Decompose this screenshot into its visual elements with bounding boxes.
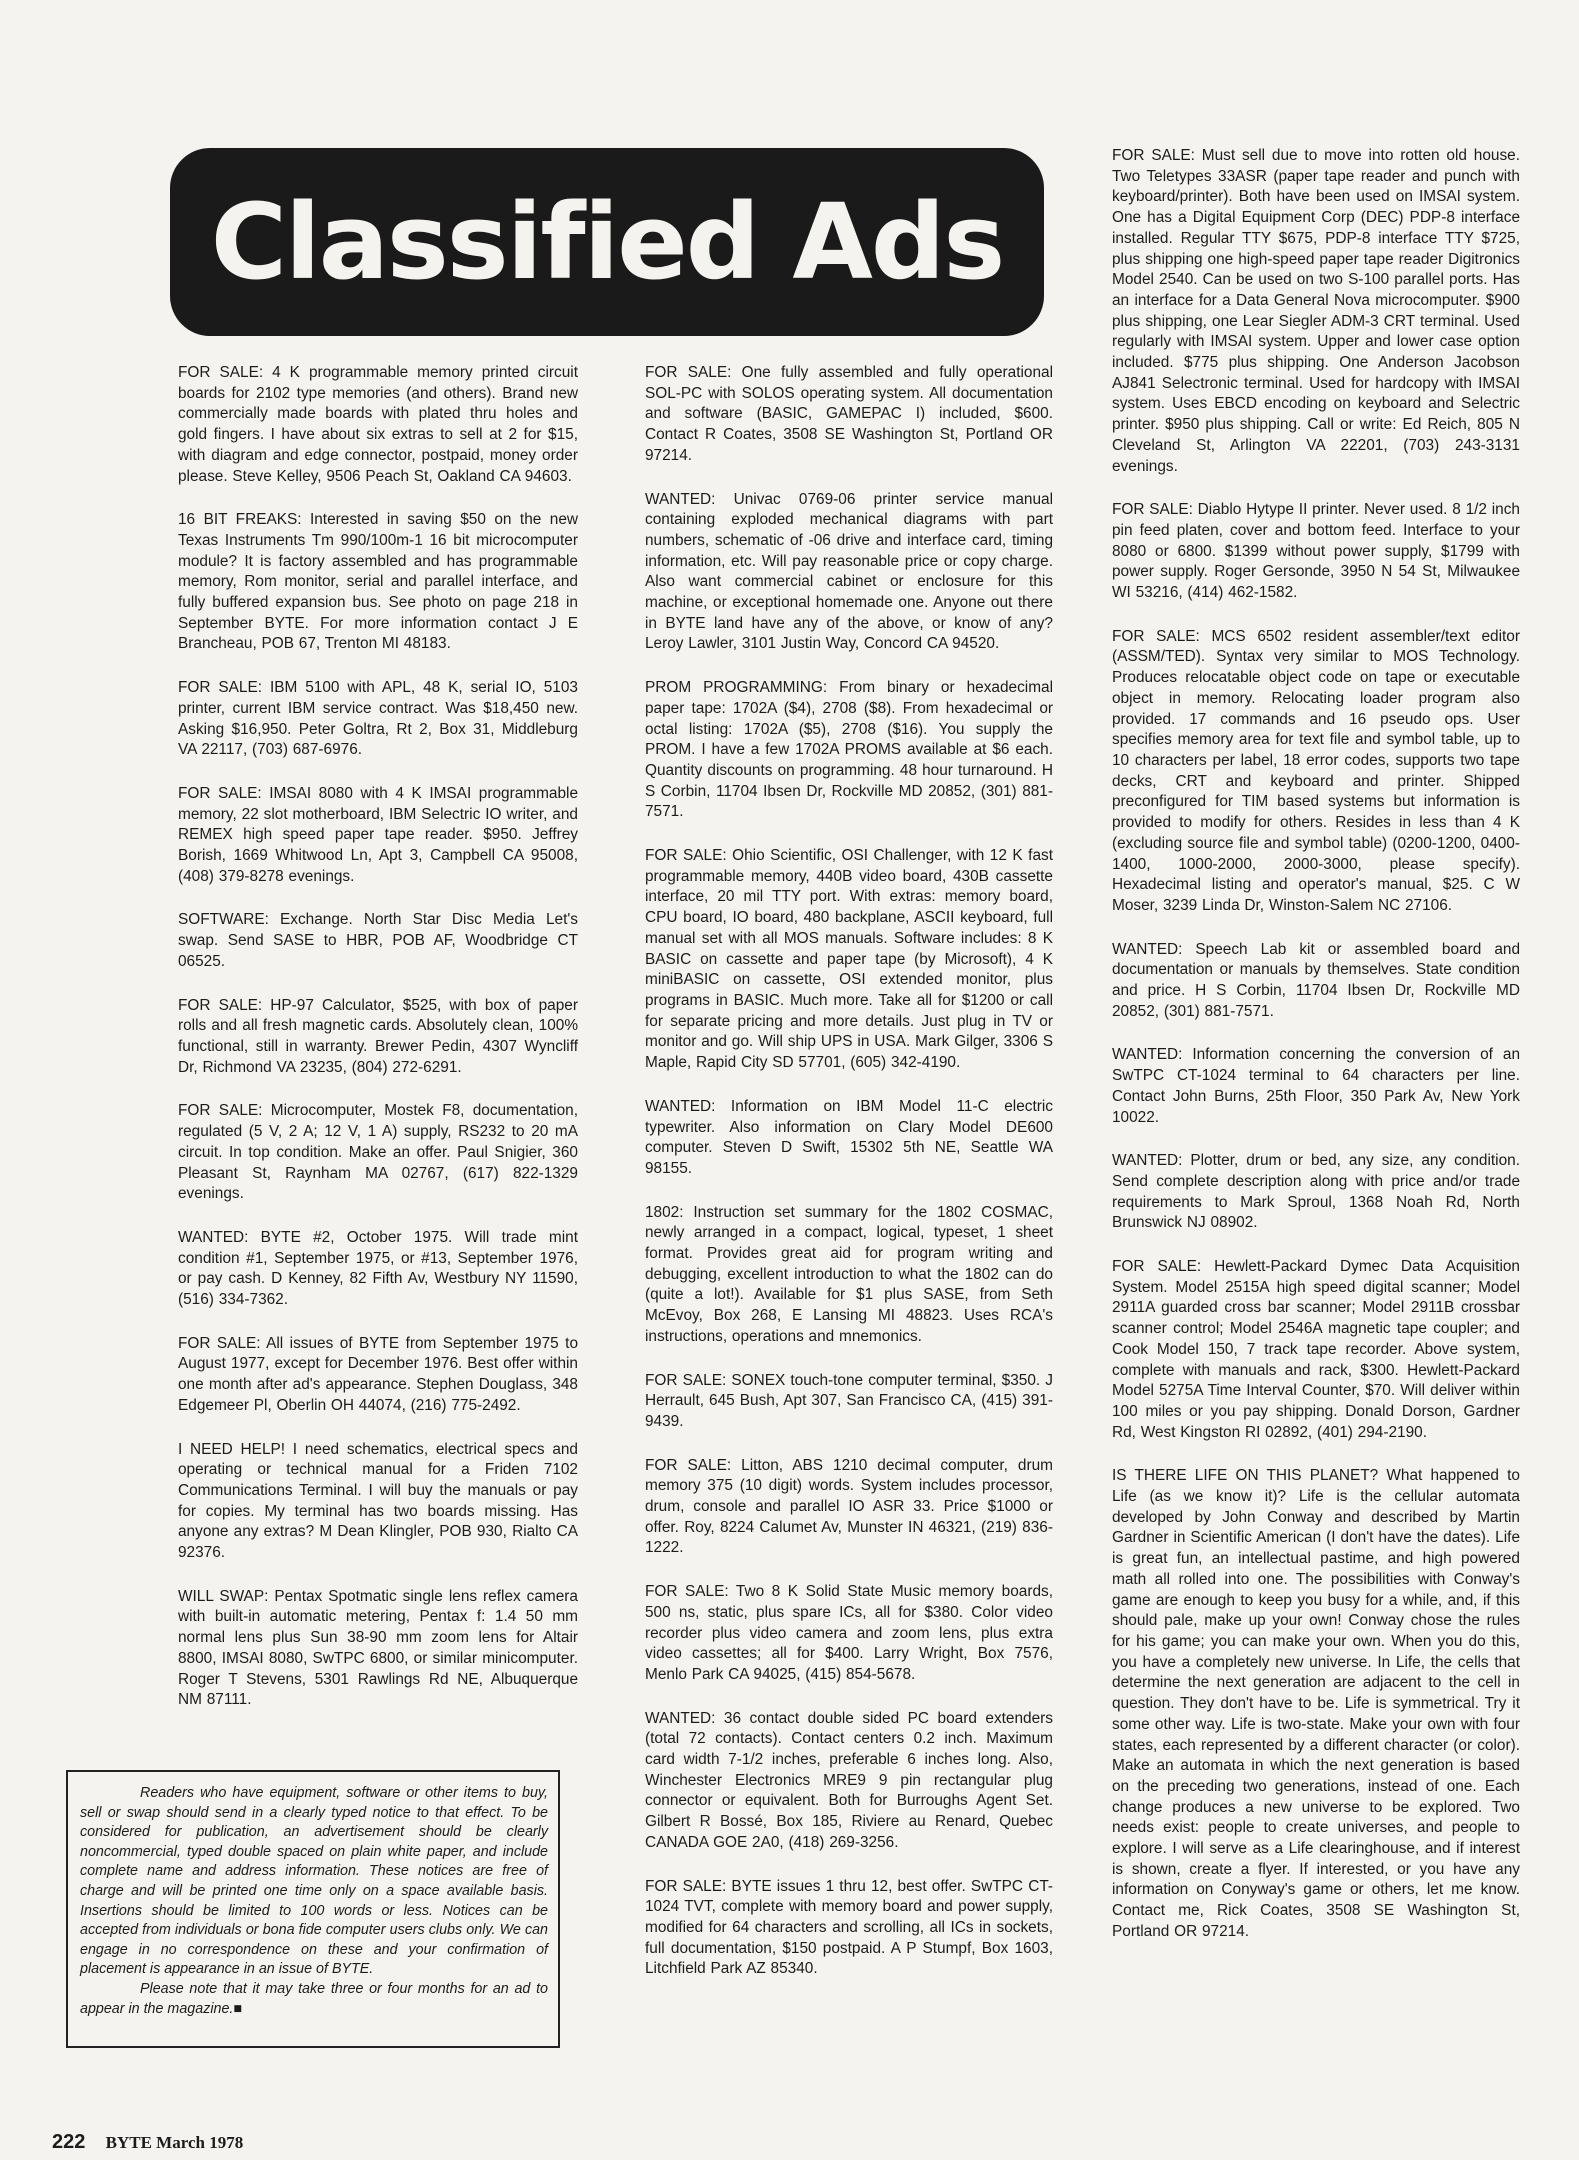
- classified-ad: FOR SALE: All issues of BYTE from September 1975 to August 1977, except for December 1976. Best offer within one month after ad's appearance. Stephen Douglass, 348 Edgemeer Pl, Oberlin OH 44074, (216) 775-2492.: [178, 1334, 578, 1414]
- page-footer: [52, 2131, 243, 2154]
- classified-ad: FOR SALE: IBM 5100 with APL, 48 K, serial IO, 5103 printer, current IBM service contract. Was $18,450 new. Asking $16,950. Peter Goltra, Rt 2, Box 31, Middleburg VA 22117, (703) 687-6976.: [178, 679, 578, 759]
- classified-ad: WANTED: Speech Lab kit or assembled board and documentation or manuals by themselves. State condition and price. H S Corbin, 11704 Ibsen Dr, Rockville MD 20852, (301) 881-7571.: [1112, 940, 1520, 1020]
- classified-ad: FOR SALE: Must sell due to move into rotten old house. Two Teletypes 33ASR (paper tape reader and punch with keyboard/printer). Both have been used on IMSAI system. One has a Digital Equipment Corp (DEC) PDP-8 interface installed. Regular TTY $675, PDP-8 interface TTY $725, plus shipping one high-speed paper tape reader Digitronics Model 2540. Can be used on two S-100 parallel ports. Has an interface for a Data General Nova microcomputer. $900 plus shipping, one Lear Siegler ADM-3 CRT terminal. Used regularly with IMSAI system. Upper and lower case option included. $775 plus shipping. One Anderson Jacobson AJ841 Selectronic terminal. Used for hardcopy with IMSAI system. Uses EBCD encoding on keyboard and Selectric printer. $950 plus shipping. Call or write: Ed Reich, 805 N Cleveland St, Arlington VA 22201, (703) 243-3131 evenings.: [1112, 147, 1520, 475]
- column-3: [1112, 146, 1520, 1966]
- classified-ad: SOFTWARE: Exchange. North Star Disc Media Let's swap. Send SASE to HBR, POB AF, Woodbridge CT 06525.: [178, 911, 578, 970]
- classified-ads-banner: [170, 148, 1044, 336]
- classified-ad: FOR SALE: One fully assembled and fully operational SOL-PC with SOLOS operating system. All documentation and software (BASIC, GAMEPAC I) included, $600. Contact R Coates, 3508 SE Washington St, Portland OR 97214.: [645, 364, 1053, 464]
- classified-ad: 1802: Instruction set summary for the 1802 COSMAC, newly arranged in a compact, logical, typeset, 1 sheet format. Provides great aid for program writing and debugging, excellent introduction to what the 1802 can do (quite a lot!). Available for $1 plus SASE, from Seth McEvoy, Box 268, E Lansing MI 48823. Uses RCA's instructions, operations and mnemonics.: [645, 1203, 1053, 1345]
- classified-ad: FOR SALE: BYTE issues 1 thru 12, best offer. SwTPC CT-1024 TVT, complete with memory board and power supply, modified for 64 characters and scrolling, all ICs in sockets, full documentation, $150 postpaid. A P Stumpf, Box 1603, Litchfield Park AZ 85340.: [645, 1877, 1053, 1978]
- notice-footnote: Please note that it may take three or four months for an ad to appear in the magazine.■: [80, 1980, 548, 2017]
- classified-ad: FOR SALE: SONEX touch-tone computer terminal, $350. J Herrault, 645 Bush, Apt 307, San Francisco CA, (415) 391-9439.: [645, 1371, 1053, 1430]
- classified-ad: FOR SALE: Litton, ABS 1210 decimal computer, drum memory 375 (10 digit) words. System includes processor, drum, console and parallel IO ASR 33. Price $1000 or offer. Roy, 8224 Calumet Av, Munster IN 46321, (219) 836-1222.: [645, 1456, 1053, 1557]
- classified-ad: PROM PROGRAMMING: From binary or hexadecimal paper tape: 1702A ($4), 2708 ($8). From hexadecimal or octal listing: 1702A ($5), 2708 ($16). You supply the PROM. I have a few 1702A PROMS available at $6 each. Quantity discounts on programming. 48 hour turnaround. H S Corbin, 11704 Ibsen Dr, Rockville MD 20852, (301) 881-7571.: [645, 679, 1053, 821]
- classified-ad: FOR SALE: Diablo Hytype II printer. Never used. 8 1/2 inch pin feed platen, cover and bottom feed. Interface to your 8080 or 6800. $1399 without power supply, $1799 with power supply. Roger Gersonde, 3950 N 54 St, Milwaukee WI 53216, (414) 462-1582.: [1112, 501, 1520, 602]
- submission-notice-box: [66, 1770, 560, 2048]
- classified-ad: I NEED HELP! I need schematics, electrical specs and operating or technical manual for a Friden 7102 Communications Terminal. I will buy the manuals or pay for copies. My terminal has two boards missing. Has anyone any extras? M Dean Klingler, POB 930, Rialto CA 92376.: [178, 1440, 578, 1562]
- classified-ad: FOR SALE: HP-97 Calculator, $525, with box of paper rolls and all fresh magnetic cards. Absolutely clean, 100% functional, still in warranty. Brewer Pedin, 4307 Wyncliff Dr, Richmond VA 23235, (804) 272-6291.: [178, 996, 578, 1076]
- issue-label: BYTE March 1978: [105, 2133, 244, 2152]
- classified-ad: FOR SALE: Microcomputer, Mostek F8, documentation, regulated (5 V, 2 A; 12 V, 1 A) supply, RS232 to 20 mA circuit. In top condition. Make an offer. Paul Snigier, 360 Pleasant St, Raynham MA 02767, (617) 822-1329 evenings.: [178, 1102, 578, 1203]
- classified-ad: WANTED: 36 contact double sided PC board extenders (total 72 contacts). Contact centers 0.2 inch. Maximum card width 7-1/2 inches, preferable 6 inches long. Also, Winchester Electronics MRE9 9 pin rectangular plug connector or equivalent. Both for Burroughs Agent Set. Gilbert R Bossé, Box 185, Riviere au Renard, Quebec CANADA GOE 2A0, (418) 269-3256.: [645, 1709, 1053, 1851]
- classified-ad: WANTED: BYTE #2, October 1975. Will trade mint condition #1, September 1975, or #13, September 1976, or pay cash. D Kenney, 82 Fifth Av, Westbury NY 11590, (516) 334-7362.: [178, 1228, 578, 1309]
- classified-ad: FOR SALE: IMSAI 8080 with 4 K IMSAI programmable memory, 22 slot motherboard, IBM Selectric IO writer, and REMEX high speed paper tape reader. $950. Jeffrey Borish, 1669 Whitwood Ln, Apt 3, Campbell CA 95008, (408) 379-8278 evenings.: [178, 784, 578, 885]
- classified-ad: WANTED: Information on IBM Model 11-C electric typewriter. Also information on Clary Model DE600 computer. Steven D Swift, 15302 5th NE, Seattle WA 98155.: [645, 1097, 1053, 1177]
- classified-ad: IS THERE LIFE ON THIS PLANET? What happened to Life (as we know it)? Life is the cellular automata developed by John Conway and described by Martin Gardner in Scientific American (I don't have the dates). Life is great fun, an intellectual pastime, and high powered math all rolled into one. The possibilities with Conway's game are enough to keep you busy for a while, and, if this should pale, make up your own! Conway chose the rules for his game; you can make your own. When you do this, you have a completely new universe. In Life, the cells that determine the next generation are adjacent to the cell in question. They don't have to be. Life is symmetrical. Try it some other way. Life is two-state. Make your own with four states, each represented by a different character (or color). Make an automata in which the next generation is based on the preceding two generations, instead of one. Each change produces a new universe to be explored. Two needs exist: people to create universes, and people to explore. I will serve as a Life clearinghouse, and if interest is shown, create a flyer. If interested, or you have any information on Conyway's game or others, let me know. Contact me, Rick Coates, 3508 SE Washington St, Portland OR 97214.: [1112, 1467, 1520, 1940]
- classified-ad: FOR SALE: MCS 6502 resident assembler/text editor (ASSM/TED). Syntax very similar to MOS Technology. Produces relocatable object code on tape or executable object in memory. Relocating loader program also provided. 17 commands and 16 pseudo ops. User specifies memory area for text file and symbol table, up to 10 characters per label, 18 error codes, supports two tape decks, CRT and keyboard and printer. Shipped preconfigured for TIM based systems but information is provided to modify for others. Resides in less than 4 K (excluding source file and symbol table) (0200-1200, 0400-1400, 1000-2000, 2000-3000, please specify). Hexadecimal listing and operator's manual, $25. C W Moser, 3239 Linda Dr, Winston-Salem NC 27106.: [1112, 627, 1520, 914]
- column-1: [178, 363, 578, 1734]
- classified-ad: 16 BIT FREAKS: Interested in saving $50 on the new Texas Instruments Tm 990/100m-1 16 bit microcomputer module? It is factory assembled and has programmable memory, Rom monitor, serial and parallel interface, and fully buffered expansion bus. See photo on page 218 in September BYTE. For more information contact J E Brancheau, POB 67, Trenton MI 48183.: [178, 511, 578, 653]
- column-2: [645, 363, 1053, 2003]
- classified-ad: FOR SALE: Hewlett-Packard Dymec Data Acquisition System. Model 2515A high speed digital scanner; Model 2911A guarded cross bar scanner; Model 2911B crossbar scanner control; Model 2546A magnetic tape coupler; and Cook Model 150, 7 track tape recorder. Above system, complete with manuals and rack, $300. Hewlett-Packard Model 5275A Time Interval Counter, $70. Will deliver within 100 miles or you pay shipping. Donald Dorson, Gardner Rd, West Kingston RI 02892, (401) 294-2190.: [1112, 1258, 1520, 1441]
- classified-ad: FOR SALE: Ohio Scientific, OSI Challenger, with 12 K fast programmable memory, 440B video board, 430B cassette interface, 20 mil TTY port. With extras: memory board, CPU board, IO board, 480 backplane, ASCII keyboard, full manual set with all MOS manuals. Software includes: 8 K BASIC on cassette and paper tape (by Microsoft), 4 K miniBASIC on cassette, OSI extended monitor, plus programs in BASIC. Much more. Take all for $1200 or call for separate pricing and more details. Just plug in TV or monitor and go. Will ship UPS in USA. Mark Gilger, 3306 S Maple, Rapid City SD 57701, (605) 342-4190.: [645, 847, 1053, 1072]
- classified-ad: FOR SALE: 4 K programmable memory printed circuit boards for 2102 type memories (and others). Brand new commercially made boards with plated thru holes and gold fingers. I have about six extras to sell at 2 for $15, with diagram and edge connector, postpaid, money order please. Steve Kelley, 9506 Peach St, Oakland CA 94603.: [178, 364, 578, 485]
- page-number: 222: [52, 2131, 86, 2153]
- classified-ad: WANTED: Information concerning the conversion of an SwTPC CT-1024 terminal to 64 characters per line. Contact John Burns, 25th Floor, 350 Park Av, New York 10022.: [1112, 1046, 1520, 1126]
- classified-ad: WANTED: Plotter, drum or bed, any size, any condition. Send complete description along with price and/or trade requirements to Mark Sproul, 1368 Noah Rd, North Brunswick NJ 08902.: [1112, 1152, 1520, 1232]
- classified-ad: WILL SWAP: Pentax Spotmatic single lens reflex camera with built-in automatic metering, Pentax f: 1.4 50 mm normal lens plus Sun 38-90 mm zoom lens for Altair 8800, IMSAI 8080, SwTPC 6800, or similar minicomputer. Roger T Stevens, 5301 Rawlings Rd NE, Albuquerque NM 87111.: [178, 1587, 578, 1709]
- page-title: Classified Ads: [210, 181, 1004, 303]
- classified-ad: FOR SALE: Two 8 K Solid State Music memory boards, 500 ns, static, plus spare ICs, all for $380. Color video recorder plus video camera and zoom lens, plus extra video cassettes; all for $400. Larry Wright, Box 7576, Menlo Park CA 94025, (415) 854-5678.: [645, 1583, 1053, 1683]
- notice-body: Readers who have equipment, software or other items to buy, sell or swap should send in a clearly typed notice to that effect. To be considered for publication, an advertisement should be clearly noncommercial, typed double spaced on plain white paper, and include complete name and address information. These notices are free of charge and will be printed one time only on a space available basis. Insertions should be limited to 100 words or less. Notices can be accepted from individuals or bona fide computer users clubs only. We can engage in no correspondence on these and your confirmation of placement is appearance in an issue of BYTE.: [80, 1785, 548, 1978]
- classified-ad: WANTED: Univac 0769-06 printer service manual containing exploded mechanical diagrams with part numbers, schematic of -06 drive and interface card, timing information, etc. Will pay reasonable price or copy charge. Also want commercial cabinet or enclosure for this machine, or exceptional homemade one. Anyone out there in BYTE land have any of the above, or know of any? Leroy Lawler, 3101 Justin Way, Concord CA 94520.: [645, 490, 1053, 653]
